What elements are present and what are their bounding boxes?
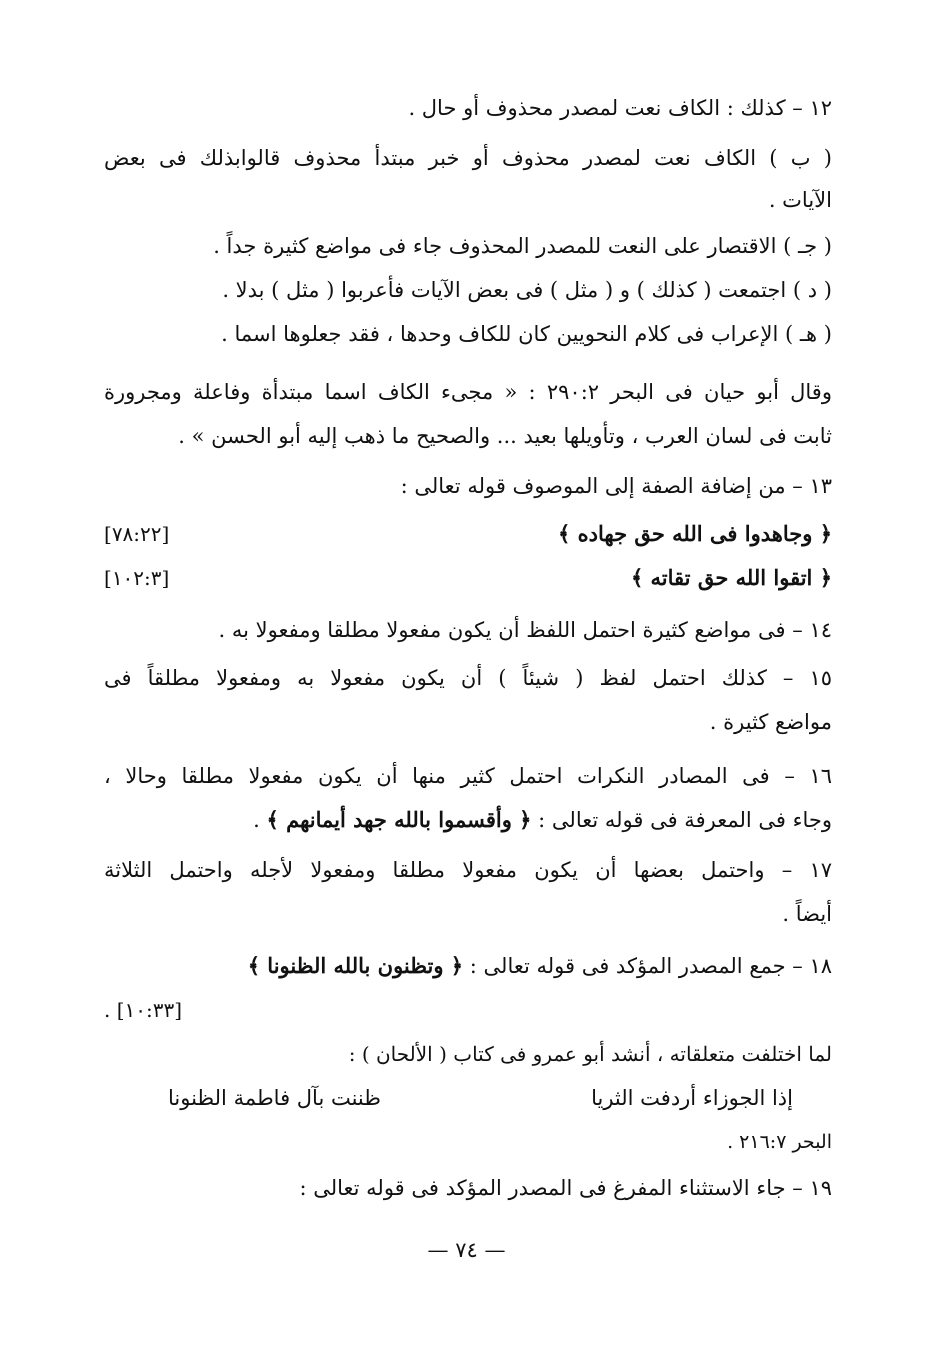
text-line: ١٣ – من إضافة الصفة إلى الموصوف قوله تعالى : [400, 474, 832, 498]
text-line: ثابت فى لسان العرب ، وتأويلها بعيد ... والصحيح ما ذهب إليه أبو الحسن » . [178, 424, 832, 448]
quran-verse: ﴿ وأقسموا بالله جهد أيمانهم ﴾ [266, 807, 532, 832]
text-line: ١٥ – كذلك احتمل لفظ ( شيئاً ) أن يكون مفعولا به ومفعولا مطلقاً فى [104, 666, 832, 690]
quran-verse: ﴿ وتظنون بالله الظنونا ﴾ [247, 953, 464, 978]
text-line [104, 804, 832, 836]
text-line: ١٢ – كذلك : الكاف نعت لمصدر محذوف أو حال . [408, 96, 832, 120]
text-line: أيضاً . [782, 902, 832, 926]
text-line: ( هـ ) الإعراب فى كلام النحويين كان للكاف وحدها ، فقد جعلوها اسما . [221, 322, 832, 346]
text-line: مواضع كثيرة . [709, 710, 832, 734]
quran-verse: ﴿ اتقوا الله حق تقاته ﴾ [630, 565, 832, 590]
text-segment: وجاء فى المعرفة فى قوله تعالى : [538, 808, 832, 832]
text-line: ١٤ – فى مواضع كثيرة احتمل اللفظ أن يكون مفعولا مطلقا ومفعولا به . [218, 618, 832, 642]
text-line: ١٩ – جاء الاستثناء المفرغ فى المصدر المؤكد فى قوله تعالى : [299, 1176, 832, 1200]
verse-reference: [١٠٢:٣] [104, 566, 170, 590]
verse-reference: . [١٠:٣٣] [104, 998, 183, 1022]
text-line: ١٧ – واحتمل بعضها أن يكون مفعولا مطلقا ومفعولا لأجله واحتمل الثلاثة [104, 858, 832, 882]
poem-hemistich: ظننت بآل فاطمة الظنونا [168, 1086, 381, 1110]
text-line: ( د ) اجتمعت ( كذلك ) و ( مثل ) فى بعض الآيات فأعربوا ( مثل ) بدلا . [222, 278, 832, 302]
poem-hemistich: إذا الجوزاء أردفت الثريا [591, 1086, 793, 1110]
text-line: الآيات . [768, 188, 832, 212]
text-line: ( جـ ) الاقتصار على النعت للمصدر المحذوف جاء فى مواضع كثيرة جداً . [213, 234, 832, 258]
text-line: ١٦ – فى المصادر النكرات احتمل كثير منها أن يكون مفعولا مطلقا وحالا ، [104, 764, 832, 788]
text-line: ( ب ) الكاف نعت لمصدر محذوف أو خبر مبتدأ محذوف قالوابذلك فى بعض [104, 146, 832, 170]
page-number: — ٧٤ — [427, 1238, 506, 1262]
text-segment: ١٨ – جمع المصدر المؤكد فى قوله تعالى : [469, 954, 832, 978]
verse-reference: [٧٨:٢٢] [104, 522, 170, 546]
text-line: وقال أبو حيان فى البحر ٢٩٠:٢ : « مجىء الكاف اسما مبتدأة وفاعلة ومجرورة [104, 380, 832, 404]
source-reference: البحر ٢١٦:٧ . [727, 1131, 832, 1153]
text-line [104, 950, 832, 982]
quran-verse: ﴿ وجاهدوا فى الله حق جهاده ﴾ [558, 521, 832, 546]
punctuation: . [253, 808, 260, 832]
text-line: لما اختلفت متعلقاته ، أنشد أبو عمرو فى كتاب ( الألحان ) : [348, 1042, 832, 1066]
